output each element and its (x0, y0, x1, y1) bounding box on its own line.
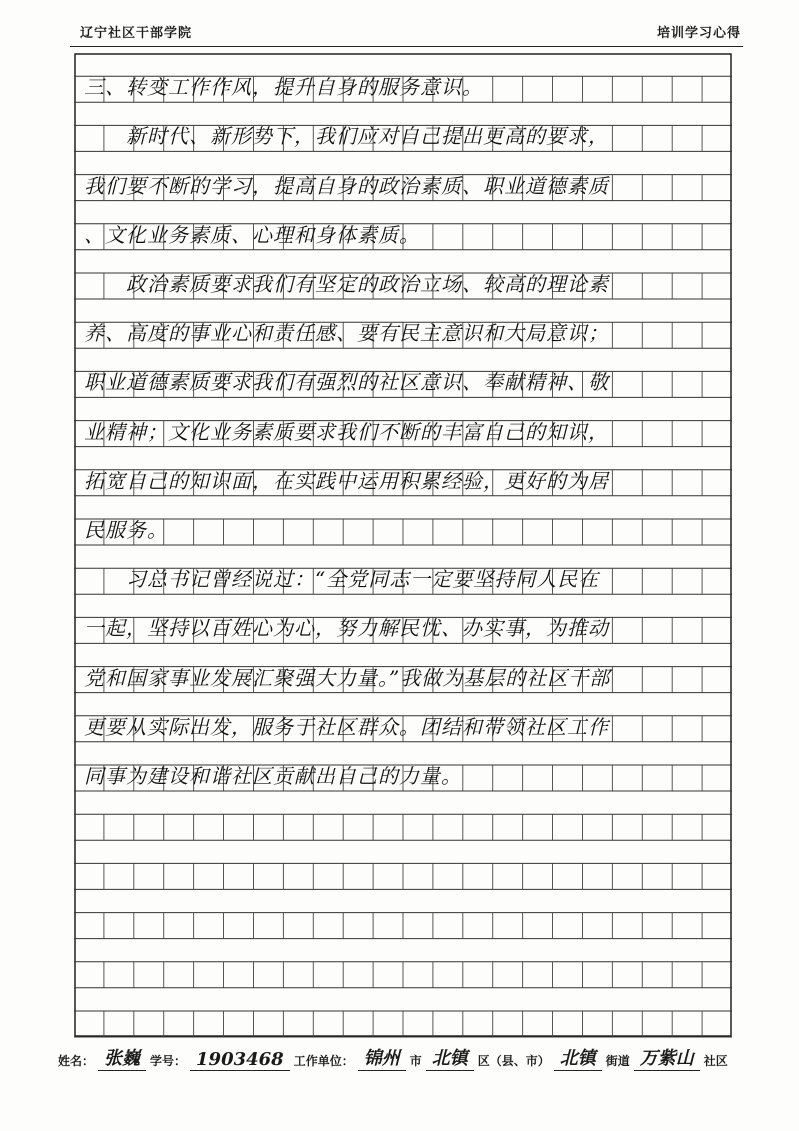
writing-grid (74, 53, 732, 1043)
city-value: 锦州 (358, 1044, 406, 1071)
handwritten-line: 习总书记曾经说过：“全党同志一定要坚持同人民在 (84, 567, 600, 592)
community-value: 万紫山 (634, 1044, 700, 1071)
header-college-name: 辽宁社区干部学院 (80, 26, 193, 41)
handwritten-line: 民服务。 (84, 518, 168, 542)
footer-info (58, 1044, 758, 1071)
district-value: 北镇 (426, 1044, 474, 1071)
handwritten-line: 新时代、新形势下，我们应对自己提出更高的要求， (84, 124, 609, 149)
handwritten-line: 同事为建设和谐社区贡献出自己的力量。 (84, 764, 462, 788)
name-label: 姓名： (58, 1054, 95, 1068)
handwritten-line: 拓宽自己的知识面，在实践中运用积累经验，更好的为居 (84, 468, 609, 493)
header-rule (70, 46, 743, 47)
handwritten-line: 、文化业务素质、心理和身体素质。 (84, 222, 420, 247)
street-label: 街道 (605, 1054, 630, 1068)
street-value: 北镇 (554, 1044, 602, 1071)
name-value: 张巍 (98, 1044, 146, 1071)
handwritten-line: 党和国家事业发展汇聚强大力量。”我做为基层的社区干部 (84, 665, 611, 690)
handwritten-line: 三、转变工作作风，提升自身的服务意识。 (84, 75, 483, 100)
handwritten-line: 更要从实际出发，服务于社区群众。团结和带领社区工作 (84, 714, 609, 739)
work-unit-label: 工作单位： (293, 1054, 354, 1068)
handwritten-line: 我们要不断的学习，提高自身的政治素质、职业道德素质 (84, 173, 609, 198)
student-id-value: 1903468 (190, 1049, 290, 1071)
student-id-label: 学号： (150, 1054, 187, 1068)
handwritten-line: 业精神；文化业务素质要求我们不断的丰富自己的知识， (84, 419, 609, 444)
district-label: 区（县、市） (477, 1054, 550, 1068)
handwritten-line: 职业道德素质要求我们有强烈的社区意识、奉献精神、敬 (84, 370, 609, 395)
header-doc-type: 培训学习心得 (656, 26, 741, 41)
handwritten-line: 养、高度的事业心和责任感、要有民主意识和大局意识； (84, 321, 609, 346)
community-label: 社区 (703, 1054, 728, 1068)
handwritten-line: 政治素质要求我们有坚定的政治立场、较高的理论素 (84, 272, 609, 296)
city-label: 市 (409, 1054, 422, 1068)
handwritten-line: 一起，坚持以百姓心为心，努力解民忧、办实事，为推动 (84, 616, 609, 641)
